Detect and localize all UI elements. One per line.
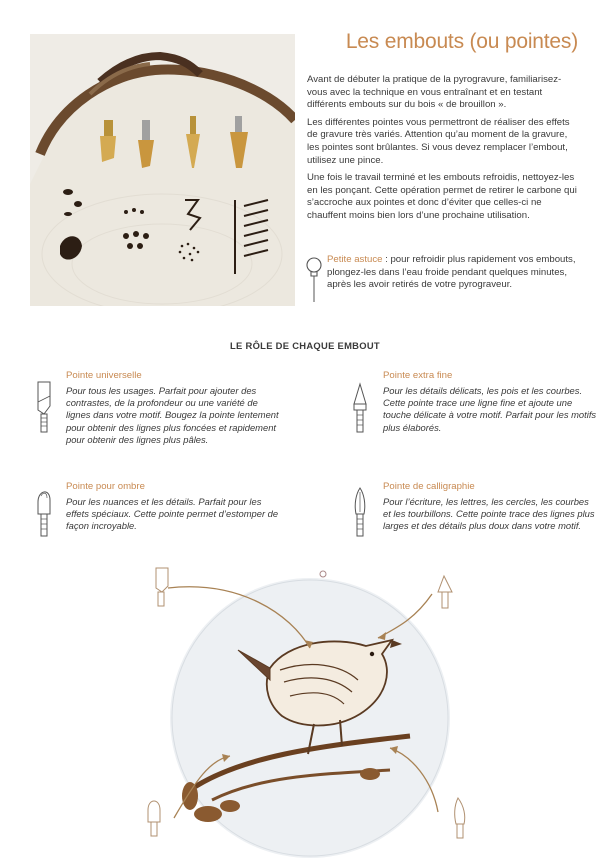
tip-ombre — [66, 481, 281, 533]
intro-paragraph: Les différentes pointes vous permettront de réaliser des effets de gravure très variés. Attention qu’au moment de la gravure, les pointes sont brûlantes. Si vous devez remplacer l’embout, utilisez une pince. — [307, 116, 570, 166]
tip-description: Pour tous les usages. Parfait pour ajouter des contrastes, de la profondeur ou une variété de lignes dans votre motif. Bougez la pointe lentement pour obtenir des lignes plus foncées et rapidement pour obtenir des lignes plus pâles. — [66, 385, 279, 445]
bird-illustration — [120, 560, 500, 860]
tip-description: Pour les détails délicats, les pois et les courbes. Cette pointe trace une ligne fine et ajoute une touche délicate à votre motif. Parfait pour les motifs plus élaborés. — [383, 385, 597, 433]
intro-text — [307, 74, 577, 228]
page-title: Les embouts (ou pointes) — [345, 30, 578, 53]
tip-universelle — [66, 370, 281, 446]
tip-name: Pointe extra fine — [383, 370, 453, 381]
tip-text: : pour refroidir plus rapidement vos embouts, plongez-les dans l’eau froide pendant quelques minutes, après les avoir retirés de votre pyrograveur. — [327, 254, 576, 291]
tip-extra-fine — [383, 370, 598, 434]
tip-calligraphie — [383, 481, 598, 533]
tip-description: Pour l’écriture, les lettres, les cercles, les courbes et les tourbillons. Cette pointe trace des lignes plus larges et des détails plus doux dans votre motif. — [383, 496, 595, 532]
calligraphy-nib-icon — [350, 486, 370, 542]
nibs-photo — [30, 34, 295, 306]
shading-nib-icon — [34, 484, 54, 540]
section-heading: LE RÔLE DE CHAQUE EMBOUT — [230, 340, 380, 351]
tip-label: Petite astuce — [327, 254, 383, 265]
lightbulb-icon — [305, 256, 323, 302]
tip-name: Pointe pour ombre — [66, 481, 145, 492]
tip-description: Pour les nuances et les détails. Parfait pour les effets spéciaux. Cette pointe permet d’estomper de façon incroyable. — [66, 496, 279, 532]
tip-name: Pointe de calligraphie — [383, 481, 475, 492]
intro-paragraph: Une fois le travail terminé et les embouts refroidis, nettoyez-les en les ponçant. Cette opération permet de retirer le carbone qui s’accroche aux pointes et donc d’éviter que celles-ci ne chauffent moins bien lors d’une prochaine utilisation. — [307, 172, 577, 221]
extra-fine-nib-icon — [350, 382, 370, 438]
tip-box — [305, 254, 577, 292]
universal-nib-icon — [34, 380, 54, 436]
tip-name: Pointe universelle — [66, 370, 142, 381]
intro-paragraph: Avant de débuter la pratique de la pyrogravure, familiarisez-vous avec la technique en vous entraînant et en testant différents embouts sur du bois « de brouillon ». — [307, 74, 562, 111]
